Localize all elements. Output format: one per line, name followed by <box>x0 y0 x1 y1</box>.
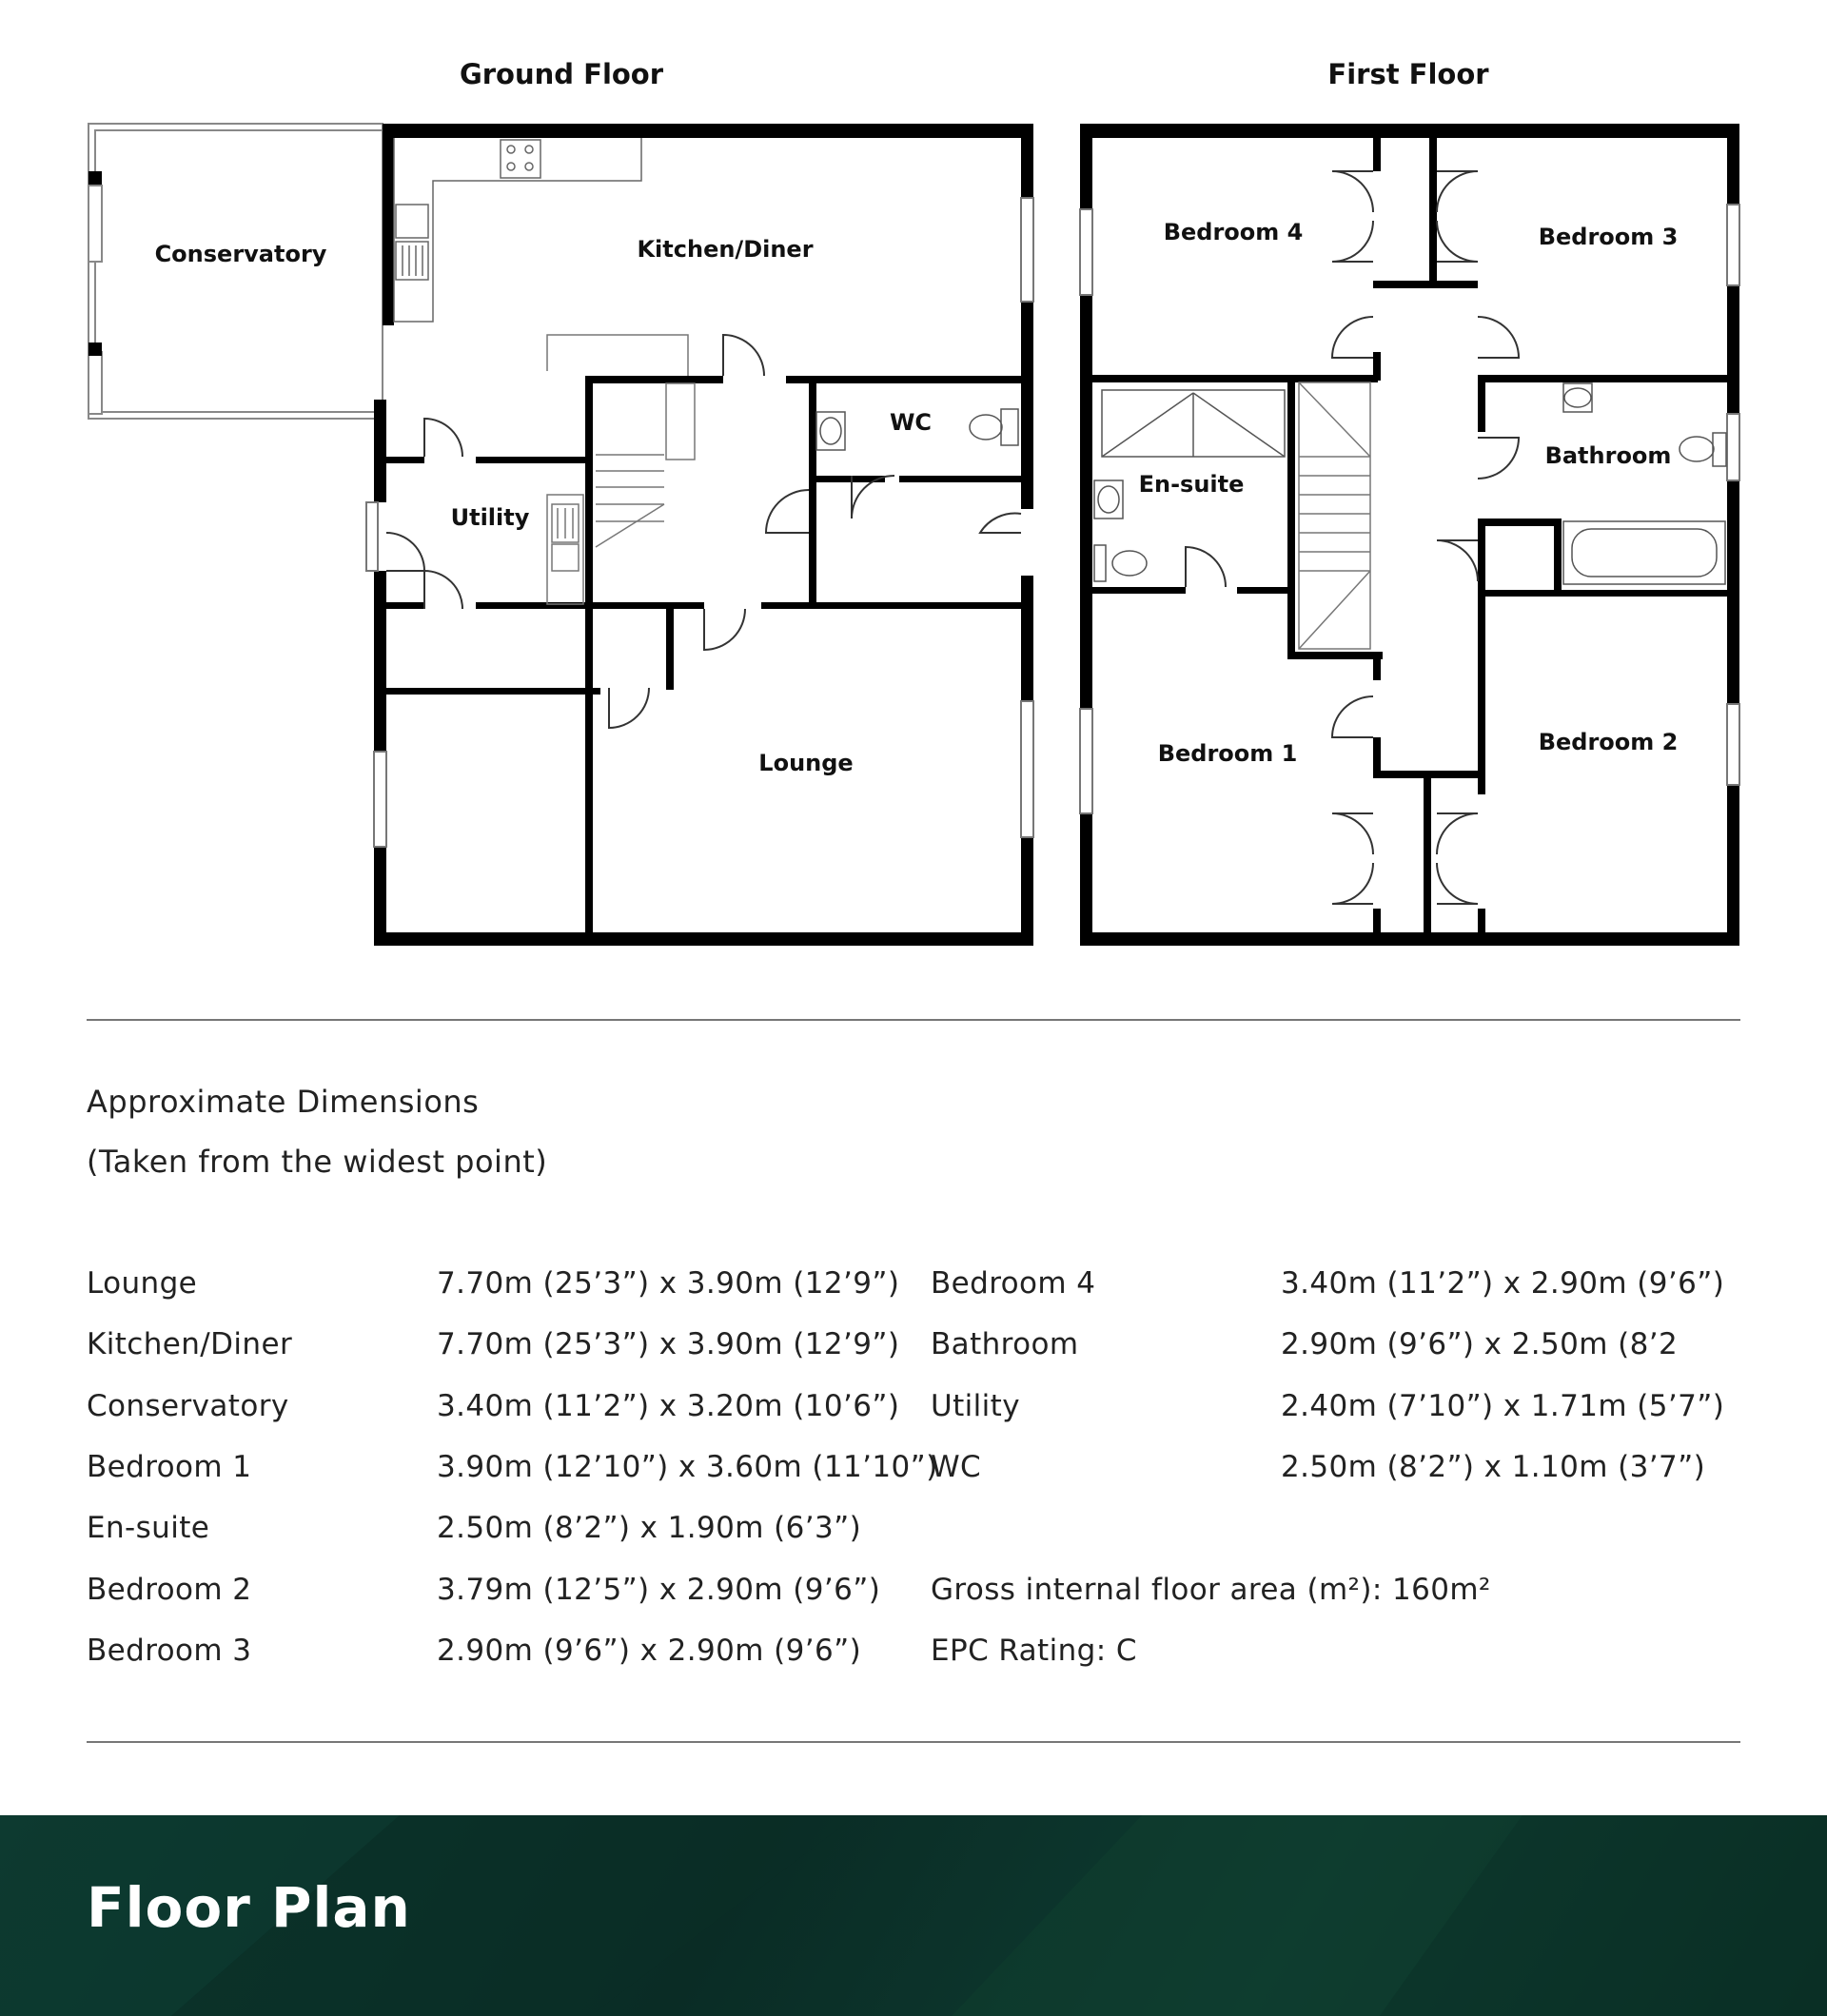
bathroom-fixtures <box>1563 383 1726 584</box>
dimension-size: 7.70m (25’3”) x 3.90m (12’9”) <box>437 1266 900 1301</box>
room-label-bedroom-4: Bedroom 4 <box>1163 219 1304 245</box>
dimension-size: 3.40m (11’2”) x 3.20m (10’6”) <box>437 1389 900 1423</box>
dimension-room: Lounge <box>87 1266 198 1301</box>
dimension-room: En-suite <box>87 1511 210 1545</box>
dimension-room: Conservatory <box>87 1389 289 1423</box>
dimension-room: Bedroom 2 <box>87 1573 252 1607</box>
first-windows <box>1080 205 1739 813</box>
room-label-conservatory: Conservatory <box>154 241 327 267</box>
ground-floor-title: Ground Floor <box>459 58 664 90</box>
bottom-divider <box>87 1741 1740 1743</box>
dimension-room: Bedroom 4 <box>931 1266 1096 1301</box>
room-label-bedroom-3: Bedroom 3 <box>1538 224 1679 250</box>
dimension-room: Kitchen/Diner <box>87 1327 293 1361</box>
dimension-size: 3.40m (11’2”) x 2.90m (9’6”) <box>1281 1266 1725 1301</box>
room-label-en-suite: En-suite <box>1138 471 1245 498</box>
dimension-size: 2.90m (9’6”) x 2.50m (8’2 <box>1281 1327 1679 1361</box>
footer-banner <box>0 1815 1827 2016</box>
dimension-size: 2.50m (8’2”) x 1.90m (6’3”) <box>437 1511 862 1545</box>
room-label-utility: Utility <box>450 504 530 531</box>
dimension-room: Utility <box>931 1389 1020 1423</box>
dimension-size: 3.90m (12’10”) x 3.60m (11’10”) <box>437 1450 938 1484</box>
dimension-room: Bedroom 1 <box>87 1450 252 1484</box>
top-divider <box>87 1019 1740 1021</box>
floor-plan-title: Floor Plan <box>87 1875 411 1940</box>
dimensions-heading: Approximate Dimensions <box>87 1084 480 1120</box>
conservatory-frame <box>88 124 383 419</box>
dimension-size: 2.50m (8’2”) x 1.10m (3’7”) <box>1281 1450 1706 1484</box>
room-label-bathroom: Bathroom <box>1544 442 1672 469</box>
kitchen-worktop <box>394 138 641 322</box>
room-label-bedroom-2: Bedroom 2 <box>1538 729 1679 755</box>
first-stairs <box>1299 382 1370 649</box>
floor-plan-drawing <box>0 0 1827 970</box>
room-label-kitchen-diner: Kitchen/Diner <box>637 236 814 263</box>
first-floor-title: First Floor <box>1327 58 1489 90</box>
room-label-bedroom-1: Bedroom 1 <box>1157 740 1298 767</box>
dimension-room: Bedroom 3 <box>87 1634 252 1668</box>
ground-stairs <box>547 335 695 604</box>
first-floor-plan <box>1080 124 1739 946</box>
gross-floor-area: Gross internal floor area (m²): 160m² <box>931 1573 1491 1607</box>
dimension-room: WC <box>931 1450 982 1484</box>
room-label-wc: WC <box>889 409 933 436</box>
room-label-lounge: Lounge <box>758 750 854 776</box>
dimension-size: 2.40m (7’10”) x 1.71m (5’7”) <box>1281 1389 1725 1423</box>
dimension-room: Bathroom <box>931 1327 1079 1361</box>
dimension-size: 2.90m (9’6”) x 2.90m (9’6”) <box>437 1634 862 1668</box>
epc-rating: EPC Rating: C <box>931 1634 1137 1668</box>
dimension-size: 7.70m (25’3”) x 3.90m (12’9”) <box>437 1327 900 1361</box>
ground-floor-plan <box>88 124 1033 946</box>
ground-doors <box>386 335 1021 728</box>
dimension-size: 3.79m (12’5”) x 2.90m (9’6”) <box>437 1573 881 1607</box>
dimensions-subheading: (Taken from the widest point) <box>87 1144 548 1180</box>
